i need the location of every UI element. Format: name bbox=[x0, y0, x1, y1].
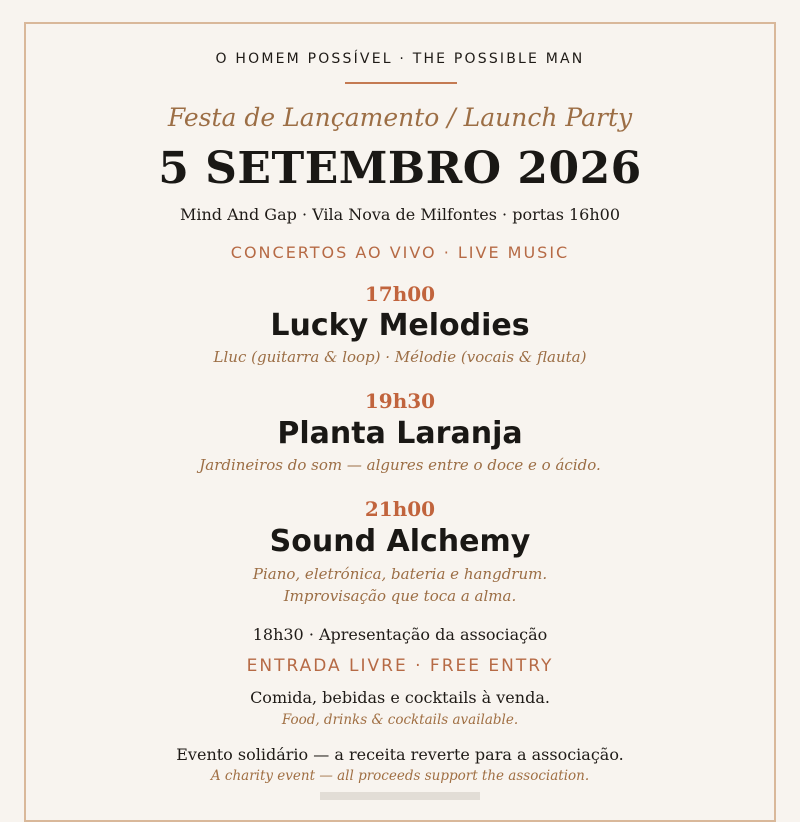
act-description: Piano, eletrónica, bateria e hangdrum. bbox=[252, 565, 548, 583]
act-time: 21h00 bbox=[364, 497, 436, 521]
food-note-en: Food, drinks & cocktails available. bbox=[281, 712, 519, 728]
entry-info: ENTRADA LIVRE · FREE ENTRY bbox=[246, 656, 554, 676]
act-name: Lucky Melodies bbox=[270, 308, 530, 343]
act-description: Jardineiros do som — algures entre o doce e o ácido. bbox=[199, 456, 601, 474]
food-note-pt: Comida, bebidas e cocktails à venda. bbox=[250, 688, 550, 707]
section-title: CONCERTOS AO VIVO · LIVE MUSIC bbox=[230, 243, 570, 262]
event-date: 5 SETEMBRO 2026 bbox=[158, 143, 642, 194]
presentation-note: 18h30 · Apresentação da associação bbox=[252, 625, 548, 644]
event-venue: Mind And Gap · Vila Nova de Milfontes · portas 16h00 bbox=[179, 205, 621, 224]
act-name: Sound Alchemy bbox=[269, 524, 531, 559]
act-time: 19h30 bbox=[364, 389, 436, 413]
act-description: Lluc (guitarra & loop) · Mélodie (vocais & flauta) bbox=[213, 348, 587, 366]
poster-kicker: O HOMEM POSSÍVEL · THE POSSIBLE MAN bbox=[215, 51, 585, 67]
event-subtitle: Festa de Lançamento / Launch Party bbox=[167, 103, 633, 132]
charity-note-en: A charity event — all proceeds support the association. bbox=[210, 768, 590, 784]
divider-rule bbox=[345, 82, 457, 84]
act-description: Improvisação que toca a alma. bbox=[283, 587, 517, 605]
act-name: Planta Laranja bbox=[277, 416, 523, 451]
act-time: 17h00 bbox=[364, 282, 436, 306]
charity-note-pt: Evento solidário — a receita reverte para a associação. bbox=[176, 745, 624, 764]
bottom-scroll-indicator bbox=[320, 792, 480, 800]
